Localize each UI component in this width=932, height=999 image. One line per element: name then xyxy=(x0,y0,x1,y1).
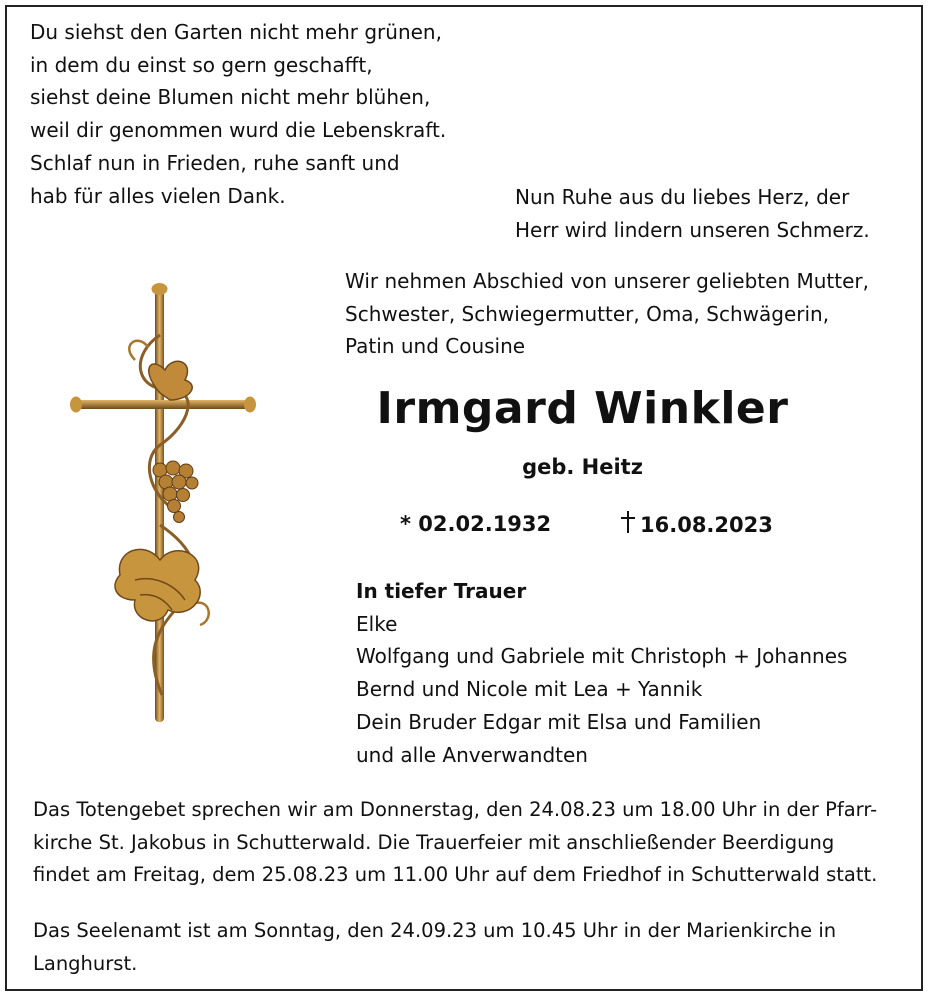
mourner-name: Elke xyxy=(356,611,398,636)
cross-icon xyxy=(620,510,636,539)
mourners-heading: In tiefer Trauer xyxy=(356,579,527,603)
poem-left-line: Du siehst den Garten nicht mehr grünen, xyxy=(30,20,442,44)
poem-right xyxy=(515,181,870,246)
poem-left-line: in dem du einst so gern geschafft, xyxy=(30,52,373,77)
mourner-name: Dein Bruder Edgar mit Elsa und Familien xyxy=(356,709,762,734)
intro-line: Patin und Cousine xyxy=(345,334,526,359)
mourner-name: und alle Anverwandten xyxy=(356,742,588,767)
poem-left-line: hab für alles vielen Dank. xyxy=(30,183,286,208)
maiden-name: geb. Heitz xyxy=(522,455,643,479)
mourner-name: Wolfgang und Gabriele mit Christoph + Johannes xyxy=(356,644,848,669)
service-info xyxy=(33,794,877,892)
poem-left-line: Schlaf nun in Frieden, ruhe sanft und xyxy=(30,150,400,175)
intro-line: Wir nehmen Abschied von unserer geliebten Mutter, xyxy=(345,269,869,293)
poem-right-line: Herr wird lindern unseren Schmerz. xyxy=(515,217,870,242)
poem-left xyxy=(30,16,446,212)
birth-date: * 02.02.1932 xyxy=(400,512,552,536)
mourners-block xyxy=(356,575,847,771)
poem-left-line: siehst deine Blumen nicht mehr blühen, xyxy=(30,85,431,110)
intro-line: Schwester, Schwiegermutter, Oma, Schwägerin, xyxy=(345,301,830,326)
service-line: findet am Freitag, dem 25.08.23 um 11.00 Uhr auf dem Friedhof in Schutterwald statt. xyxy=(33,863,878,887)
death-date-group xyxy=(620,510,773,539)
requiem-line: Langhurst. xyxy=(33,951,138,975)
death-date: 16.08.2023 xyxy=(640,513,773,537)
service-line: Das Totengebet sprechen wir am Donnerstag, den 24.08.23 um 18.00 Uhr in der Pfarr- xyxy=(33,798,878,821)
farewell-intro xyxy=(345,265,869,363)
poem-left-line: weil dir genommen wurd die Lebenskraft. xyxy=(30,118,447,143)
mourner-name: Bernd und Nicole mit Lea + Yannik xyxy=(356,677,703,702)
requiem-line: Das Seelenamt ist am Sonntag, den 24.09.23 um 10.45 Uhr in der Marienkirche in xyxy=(33,919,837,942)
requiem-info xyxy=(33,915,836,980)
service-line: kirche St. Jakobus in Schutterwald. Die Trauerfeier mit anschließender Beerdigung xyxy=(33,830,835,854)
deceased-name: Irmgard Winkler xyxy=(376,383,789,434)
bronze-cross-with-grapevine-icon xyxy=(60,275,270,735)
poem-right-line: Nun Ruhe aus du liebes Herz, der xyxy=(515,185,850,209)
